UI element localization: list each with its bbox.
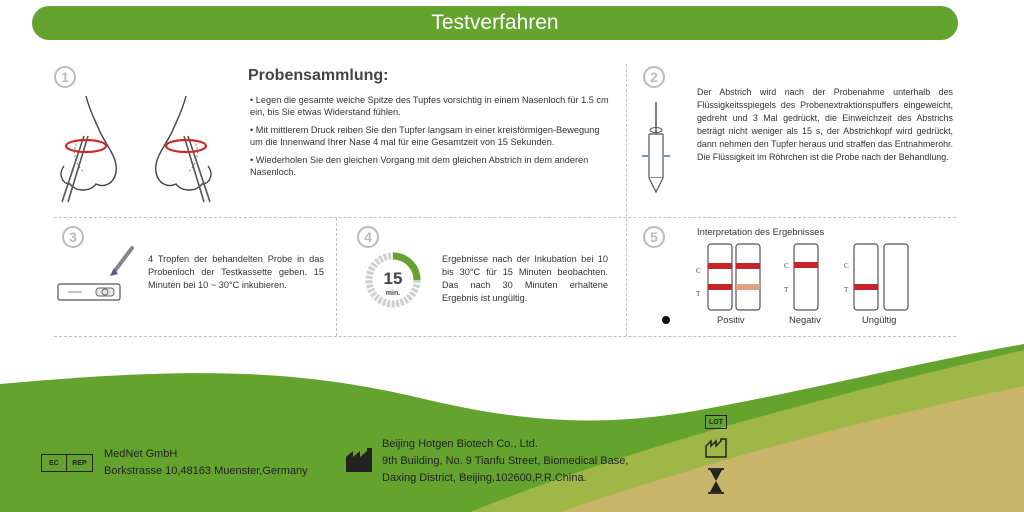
manufacture-date-icon [705, 438, 727, 458]
result-label-invalid: Ungültig [862, 314, 897, 325]
control-line-label: C [784, 262, 789, 270]
instruction-item: • Wiederholen Sie den gleichen Vorgang mit dem gleichen Abstrich in dem anderen Nasenloch. [250, 154, 589, 178]
control-line-label: C [844, 262, 849, 270]
rep-label: REP [67, 454, 93, 472]
extraction-tube-icon [640, 100, 672, 195]
manufacturer-address: Daxing District, Beijing,102600,P.R.China. [382, 472, 587, 484]
lot-symbol: LOT [705, 415, 727, 429]
rep-address: Borkstrasse 10,48163 Muenster,Germany [104, 465, 308, 477]
test-line-label: T [784, 286, 789, 294]
ec-label: EC [41, 454, 67, 472]
instruction-item: • Mit mittlerem Druck reiben Sie den Tupfer langsam in einer kreisförmigen-Bewegung um die Innenwand Ihrer Nase 4 mal für eine Gesamtzeit von 15 Sekunden. [250, 124, 600, 148]
divider [626, 64, 627, 336]
manufacturer-name: Beijing Hotgen Biotech Co., Ltd. [382, 438, 538, 450]
ec-rep-symbol [41, 454, 93, 472]
bullet-dot [662, 316, 670, 324]
page-title: Testverfahren [431, 11, 559, 34]
instruction-item: • Legen die gesamte weiche Spitze des Tupfes vorsichtig in einem Nasenloch für 1.5 cm ein, bis Sie etwas Widerstand fühlen. [250, 95, 609, 118]
timer-value: 15 [383, 269, 403, 288]
divider [336, 218, 337, 336]
instructions [250, 94, 612, 183]
instruction-text: Ergebnisse nach der Inkubation bei 10 bis 30°C für 15 Minuten beobachten. Das nach 30 Minuten erhaltene Ergebnis ist ungültig. [442, 254, 608, 303]
timer-unit: min. [385, 290, 401, 297]
step-number-5: 5 [643, 226, 665, 248]
test-line-label: T [844, 286, 849, 294]
title-banner [32, 6, 958, 40]
result-label-negative: Negativ [789, 314, 821, 325]
instruction-text: Der Abstrich wird nach der Probenahme unterhalb des Flüssigkeitsspiegels des Probenextraktionspuffers eingeweicht, gedreht und 3 Mal gedrückt, die Einweichzeit des Abstrichs beträgt nicht weniger als 15 s, der Abstrichkopf wird gedrückt, dann nehmen den Tupfer heraus und straffen das Entnahmerohr. Die Flüssigkeit im Röhrchen ist die Probe nach der Behandlung. [697, 87, 953, 162]
result-strips-illustration [690, 242, 920, 314]
divider [54, 336, 956, 337]
authorized-representative [104, 446, 308, 480]
timer-icon [363, 250, 423, 310]
result-label-positive: Positiv [717, 314, 745, 325]
nose-swab-illustration [56, 92, 246, 204]
step-number-1: 1 [54, 66, 76, 88]
step-number-3: 3 [62, 226, 84, 248]
control-line-label: C [696, 267, 701, 275]
manufacturer-address: 9th Building, No. 9 Tianfu Street, Biomedical Base, [382, 455, 629, 467]
rep-name: MedNet GmbH [104, 448, 178, 460]
manufacturer-icon [345, 447, 373, 473]
manufacturer-info [382, 436, 628, 487]
section-title: Probensammlung: [248, 67, 389, 84]
step-number-2: 2 [643, 66, 665, 88]
step-number-4: 4 [357, 226, 379, 248]
instruction-text: 4 Tropfen der behandelten Probe in das Probenloch der Testkassette geben. 15 Minuten bei 10 ~ 30°C inkubieren. [148, 254, 324, 290]
test-line-label: T [696, 290, 701, 298]
section-title: Interpretation des Ergebnisses [697, 226, 825, 237]
divider [54, 217, 956, 218]
expiry-hourglass-icon [707, 468, 725, 494]
test-cassette-icon [56, 244, 136, 304]
